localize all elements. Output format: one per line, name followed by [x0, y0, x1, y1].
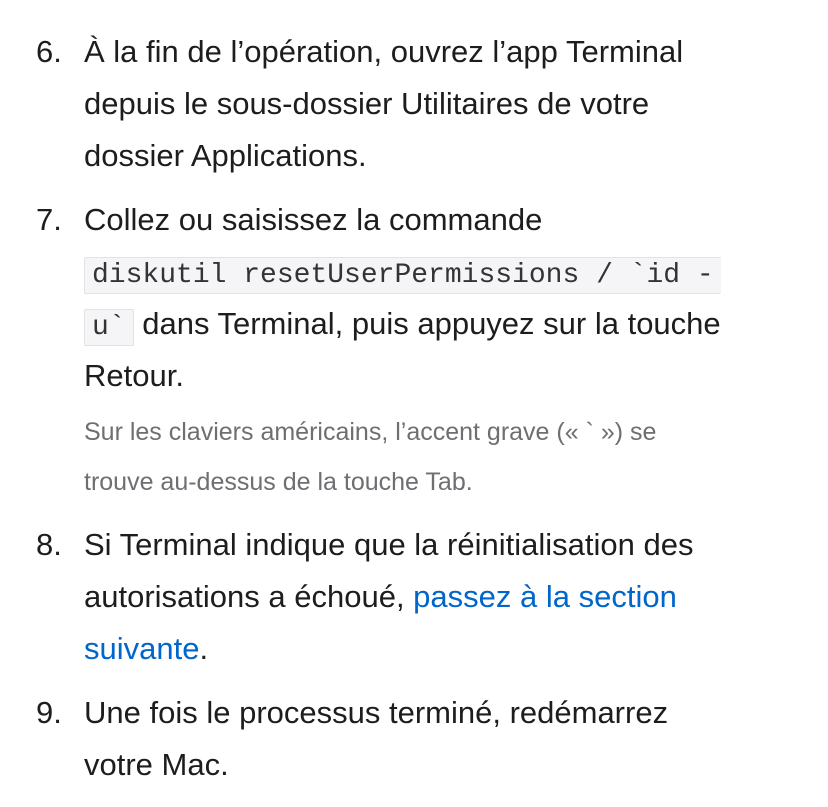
inline-code: diskutil resetUserPermissions / `id - [84, 257, 721, 294]
step-text [84, 194, 804, 402]
step-number: 9. [36, 695, 62, 730]
step-text-line: dossier Applications. [84, 138, 367, 173]
step-text [84, 687, 804, 791]
step-number: 7. [36, 202, 62, 237]
step-text-line: À la fin de l’opération, ouvrez l’app Terminal [84, 34, 684, 69]
step-text-segment: dans Terminal, puis appuyez sur la touche [133, 306, 721, 341]
step-text-line: votre Mac. [84, 747, 229, 782]
next-section-link[interactable]: suivante [84, 631, 200, 666]
step-text [84, 26, 804, 182]
next-section-link[interactable]: passez à la section [413, 579, 677, 614]
step-text-line: depuis le sous-dossier Utilitaires de votre [84, 86, 650, 121]
step-number: 8. [36, 527, 62, 562]
step-text-line [84, 298, 804, 350]
step-text-line: Collez ou saisissez la commande [84, 202, 543, 237]
step-text-line [84, 571, 804, 623]
step-text-segment: . [199, 631, 209, 666]
code-line [84, 246, 804, 298]
step-text-line: Une fois le processus terminé, redémarrez [84, 695, 669, 730]
step-number: 6. [36, 34, 62, 69]
step-text [84, 519, 804, 675]
note-line: trouve au-dessus de la touche Tab. [84, 468, 473, 496]
note-line: Sur les claviers américains, l’accent grave (« ` ») se [84, 418, 657, 446]
step-text-line [84, 623, 804, 675]
step-text-line: Retour. [84, 358, 184, 393]
step-text-segment: autorisations a échoué, [84, 579, 414, 614]
keyboard-note [84, 407, 784, 507]
inline-code: u` [84, 309, 134, 346]
step-text-line: Si Terminal indique que la réinitialisation des [84, 527, 694, 562]
